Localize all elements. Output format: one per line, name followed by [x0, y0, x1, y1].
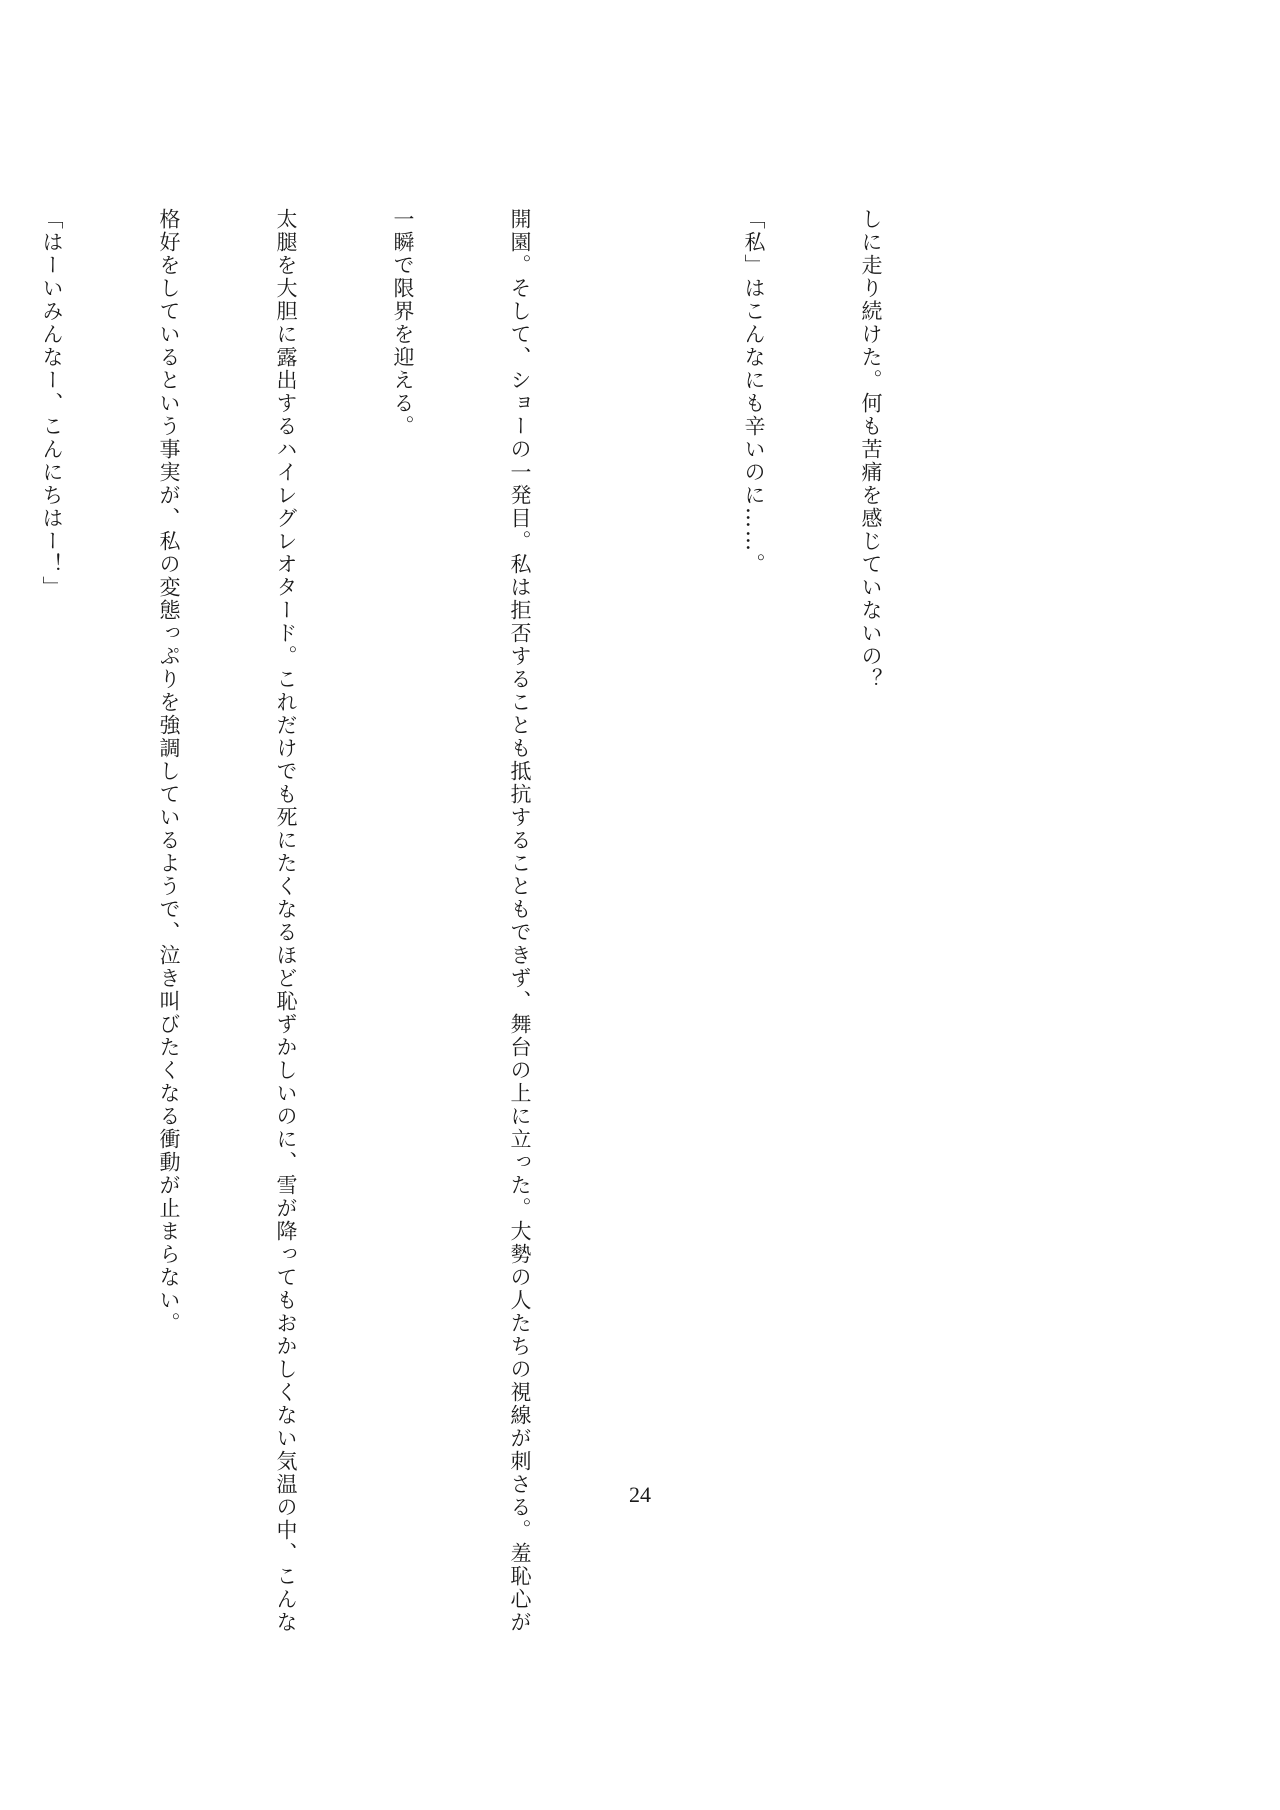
text-line: 「はーいみんなー、こんにちはー！」: [40, 208, 64, 599]
text-line: 格好をしているという事実が、私の変態っぷりを強調しているようで、泣き叫びたくなる衝動が止まらない。: [157, 208, 181, 1335]
text-line: しに走り続けた。何も苦痛を感じていないの？: [859, 208, 883, 691]
text-line: 太腿を大胆に露出するハイレグレオタード。これだけでも死にたくなるほど恥ずかしいのに、雪が降ってもおかしくない気温の中、こんな: [274, 208, 298, 1634]
text-line: 「私」はこんなにも辛いのに……。: [742, 208, 766, 576]
text-line: 一瞬で限界を迎える。: [391, 208, 415, 438]
body-text: [0, 208, 968, 1634]
text-line: 開園。そして、ショーの一発目。私は拒否することも抵抗することもできず、舞台の上に立った。大勢の人たちの視線が刺さる。羞恥心が: [508, 208, 532, 1634]
blank-line: [617, 208, 656, 1598]
page-number: 24: [629, 1482, 651, 1507]
